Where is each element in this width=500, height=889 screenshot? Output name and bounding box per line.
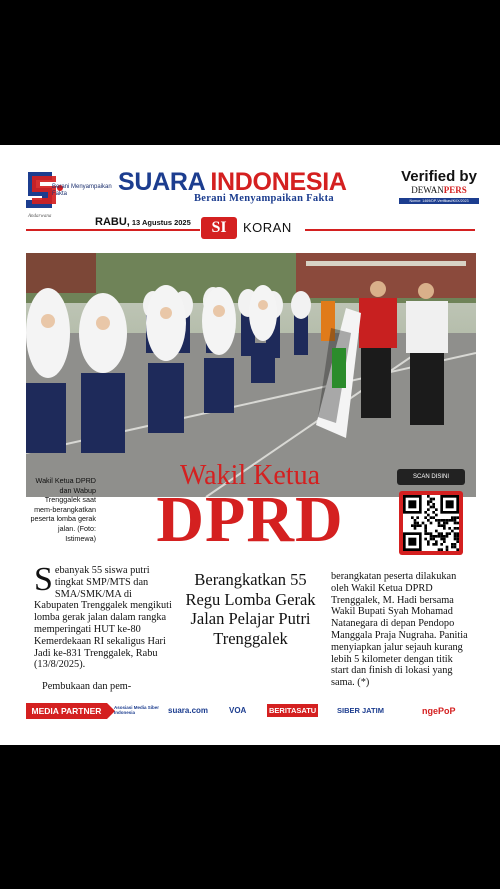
article-column-1 <box>34 561 174 693</box>
logo-signature: Andarwana <box>28 214 52 219</box>
partner-logo-amsi[interactable]: Asosiasi Media Siber Indonesia <box>114 705 160 715</box>
verified-badge <box>399 169 479 204</box>
verified-org: DEWANPERS <box>411 185 467 195</box>
article-paragraph: berangkatan peserta dilakukan oleh Wakil Ketua DPRD Trenggalek, M. Hadi bersama Wakil Bupati Syah Mohamad Natanegara di depan Pendopo Manggala Praja Nugraha. Panitia menyiapkan jalur sejauh kurang lebih 5 kilometer dengan titik start dan finish di lokasi yang sama. (*) <box>331 571 468 689</box>
scan-label: SCAN DISINI <box>397 469 465 485</box>
article-subhead: Berangkatkan 55 Regu Lomba Gerak Jalan Pelajar Putri Trenggalek <box>185 570 316 648</box>
logo-tagline: Berani Menyampaikan Fakta <box>52 184 112 197</box>
partner-logo-voa[interactable]: VOA <box>229 706 247 715</box>
dropcap: S <box>34 561 53 598</box>
brand-part2: INDONESIA <box>210 168 347 196</box>
partner-logo-siberjatim[interactable]: SIBER JATIM <box>337 706 384 715</box>
brand-part1: SUARA <box>118 168 206 196</box>
verified-title: Verified by <box>401 168 477 185</box>
si-badge: SI <box>201 217 237 239</box>
article-column-3 <box>331 571 471 689</box>
qr-code-icon <box>403 495 459 551</box>
article-paragraph: ebanyak 55 siswa putri tingkat SMP/MTS dan SMA/SMK/MA di Kabupaten Trenggalek mengikuti lomba gerak jalan dalam rangka memperingati HUT ke-80 Kemerdekaan RI sekaligus Hari Jadi ke-831 Trenggalek, Rabu (13/8/2025). <box>34 565 172 671</box>
partner-logo-beritasatu[interactable]: BERITASATU <box>269 706 317 715</box>
verified-cert: Nomor: 1469/DP-Verifikasi/K/IX/2023 <box>399 198 479 204</box>
partner-logo-suara[interactable]: suara.com <box>168 706 209 715</box>
media-partner-strip <box>26 703 476 719</box>
newspaper-page <box>0 145 500 745</box>
masthead-tagline: Berani Menyampaikan Fakta <box>194 193 334 204</box>
divider-right <box>305 229 475 231</box>
divider-left <box>26 229 200 231</box>
article-paragraph: Pembukaan dan pem- <box>42 681 132 693</box>
headline-kicker: Wakil Ketua <box>179 460 321 491</box>
section-label: KORAN <box>243 220 292 235</box>
photo-caption: Wakil Ketua DPRD dan Wabup Trenggalek saat mem-berangkatkan peserta lomba gerak jalan. (Foto: Istimewa) <box>30 476 96 543</box>
partner-logo-ngepop[interactable]: ngePoP <box>422 706 456 716</box>
media-partner-badge: MEDIA PARTNER <box>26 703 107 719</box>
qr-code[interactable] <box>399 491 463 555</box>
headline-main: DPRD <box>156 483 344 556</box>
masthead-brand <box>118 169 347 195</box>
edition-date: RABU, 13 Agustus 2025 <box>95 216 191 228</box>
